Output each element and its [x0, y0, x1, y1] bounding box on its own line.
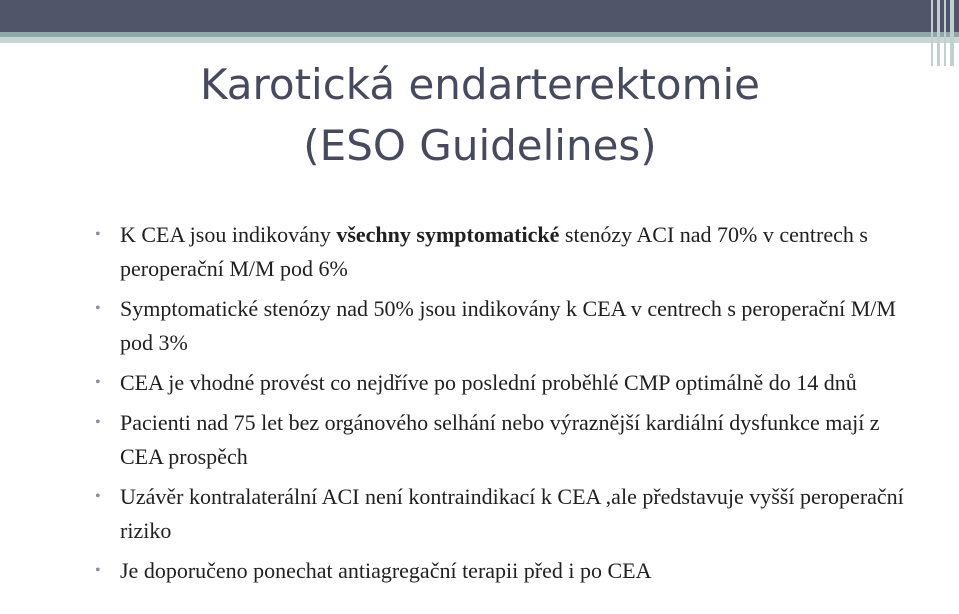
title-line-1: Karotická endarterektomie	[199, 60, 760, 109]
bullet-list	[95, 218, 915, 594]
bullet-item	[95, 218, 915, 286]
bullet-item	[95, 554, 915, 588]
bullet-item	[95, 406, 915, 474]
bullet-item	[95, 366, 915, 400]
bullet-icon: •	[95, 562, 101, 579]
bullet-text-post: stenózy ACI nad 70% v centrech s peroperační M/M pod 6%	[120, 222, 868, 281]
bullet-icon: •	[95, 488, 101, 505]
title-line-2: (ESO Guidelines)	[303, 121, 657, 170]
bullet-text-pre: K CEA jsou indikovány	[120, 222, 337, 247]
decorative-lines	[929, 0, 959, 66]
header-bar	[0, 0, 959, 32]
bullet-icon: •	[95, 300, 101, 317]
bullet-icon: •	[95, 414, 101, 431]
bullet-item	[95, 292, 915, 360]
bullet-text: Symptomatické stenózy nad 50% jsou indikovány k CEA v centrech s peroperační M/M pod 3%	[120, 296, 896, 355]
bullet-text-bold: všechny symptomatické	[336, 222, 560, 247]
bullet-text: Pacienti nad 75 let bez orgánového selhání nebo výraznější kardiální dysfunkce mají z CEA prospěch	[120, 410, 880, 469]
header-stripe-light	[0, 37, 959, 43]
slide-title	[130, 54, 830, 176]
bullet-text: Je doporučeno ponechat antiagregační terapii před i po CEA	[120, 558, 652, 583]
bullet-text: Uzávěr kontralaterální ACI není kontraindikací k CEA ,ale představuje vyšší peroperační riziko	[120, 484, 904, 543]
bullet-icon: •	[95, 226, 101, 243]
bullet-icon: •	[95, 374, 101, 391]
bullet-text: CEA je vhodné provést co nejdříve po poslední proběhlé CMP optimálně do 14 dnů	[120, 370, 857, 395]
bullet-item	[95, 480, 915, 548]
